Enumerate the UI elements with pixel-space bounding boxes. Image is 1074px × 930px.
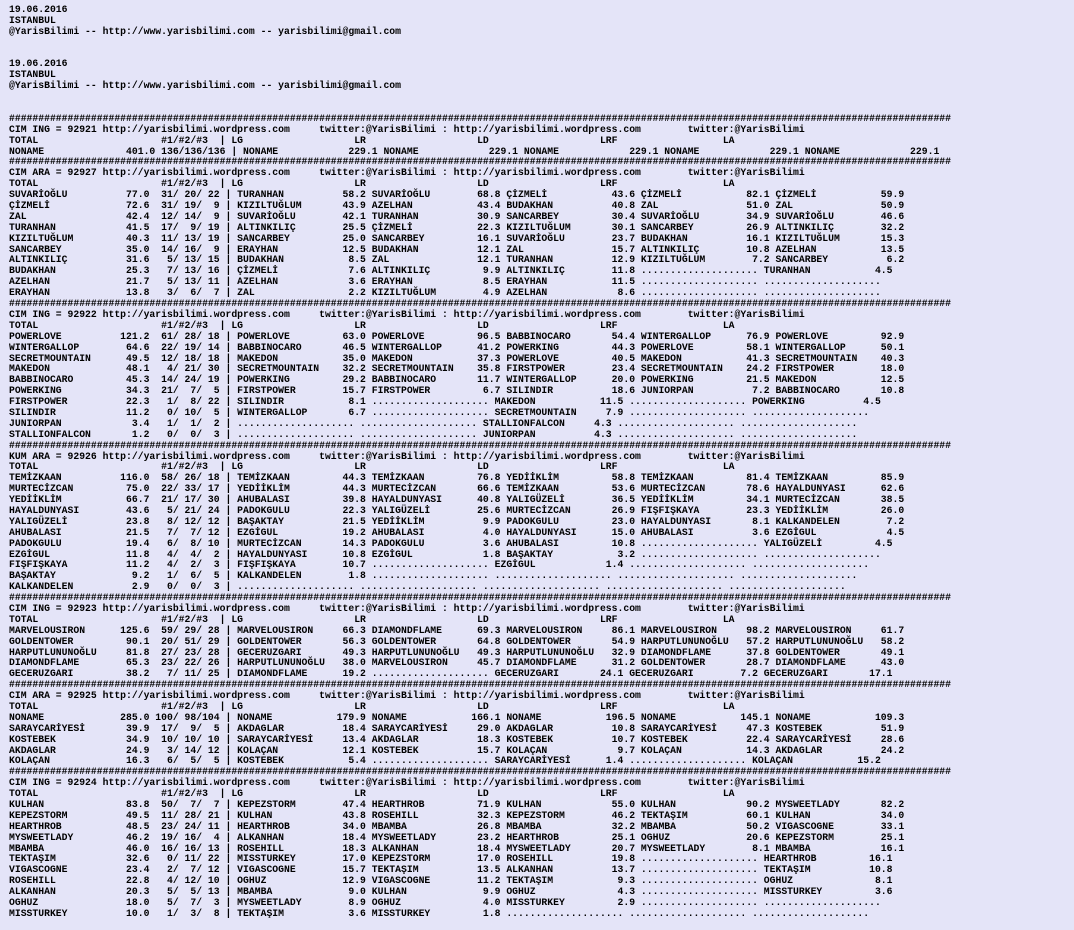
blank-line bbox=[9, 49, 1071, 60]
report-line: ISTANBUL bbox=[9, 69, 56, 81]
report-line: MURTECİZCAN 75.0 22/ 33/ 17 | YEDİİKLİM 44.3 MURTECİZCAN 66.6 TEMİZKAAN 53.6 MURTECİZCAN 78.6 HAYALDUNYASI 62.6 bbox=[9, 483, 905, 495]
report-line: EZGİGUL 11.8 4/ 4/ 2 | HAYALDUNYASI 10.8 EZGİGUL 1.8 BAŞAKTAY 3.2 .................... .................... bbox=[9, 548, 881, 560]
blank-line bbox=[9, 38, 1071, 49]
report-line: GECERUZGARI 38.2 7/ 11/ 25 | DIAMONDFLAME 19.2 .................... GECERUZGARI 24.1 GECERUZGARI 7.2 GECERUZGARI 17.1 bbox=[9, 668, 893, 680]
report-line: MAKEDON 48.1 4/ 21/ 30 | SECRETMOUNTAIN 32.2 SECRETMOUNTAIN 35.8 FIRSTPOWER 23.4 SECRETMOUNTAIN 24.2 FIRSTPOWER 18.0 bbox=[9, 363, 905, 375]
report-line: BUDAKHAN 25.3 7/ 13/ 16 | ÇİZMELİ 7.6 ALTINKILIÇ 9.9 ALTINKILIÇ 11.8 .................... TURANHAN 4.5 bbox=[9, 265, 893, 277]
report-line: ROSEHILL 22.8 4/ 12/ 10 | OGHUZ 12.9 VIGASCOGNE 11.2 TEKTAŞIM 9.3 .................... OGHUZ 8.1 bbox=[9, 875, 893, 887]
race-header-line: KUM ARA = 92926 http://yarisbilimi.wordpress.com twitter:@YarisBilimi : http://yarisbilimi.wordpress.com twitter:@YarisBilimi bbox=[9, 450, 805, 462]
separator-line: ################################################################################################################################################################# bbox=[9, 112, 952, 124]
report-line: ERAYHAN 13.8 3/ 6/ 7 | ZAL 2.2 KIZILTUĞLUM 4.9 AZELHAN 8.6 .................... .................... bbox=[9, 287, 881, 299]
report-line: ISTANBUL bbox=[9, 14, 56, 26]
report-line: JUNIORPAN 3.4 1/ 1/ 2 | .................... .................... STALLIONFALCON 4.3 .................... .................... bbox=[9, 417, 858, 429]
report-line: SILINDIR 11.2 0/ 10/ 5 | WINTERGALLOP 6.7 .................... SECRETMOUNTAIN 7.9 .................... .................... bbox=[9, 406, 870, 418]
report-line: 19.06.2016 bbox=[9, 58, 68, 70]
report-line: GOLDENTOWER 90.1 20/ 51/ 29 | GOLDENTOWER 56.3 GOLDENTOWER 64.8 GOLDENTOWER 54.9 HARPUTLUNUNOĞLU 57.2 HARPUTLUNUNOĞLU 58.2 bbox=[9, 635, 905, 647]
report-line: VIGASCOGNE 23.4 2/ 7/ 12 | VIGASCOGNE 15.7 TEKTAŞIM 13.5 ALKANHAN 13.7 .................... TEKTAŞIM 10.8 bbox=[9, 864, 893, 876]
report-line: ZAL 42.4 12/ 14/ 9 | SUVARİOĞLU 42.1 TURANHAN 30.9 SANCARBEY 30.4 SUVARİOĞLU 34.9 SUVARİOĞLU 46.6 bbox=[9, 210, 905, 222]
report-line: SECRETMOUNTAIN 49.5 12/ 18/ 18 | MAKEDON 35.0 MAKEDON 37.3 POWERLOVE 40.5 MAKEDON 41.3 SECRETMOUNTAIN 40.3 bbox=[9, 352, 905, 364]
report-line: AKDAGLAR 24.9 3/ 14/ 12 | KOLAÇAN 12.1 KOSTEBEK 15.7 KOLAÇAN 9.7 KOLAÇAN 14.3 AKDAGLAR 24.2 bbox=[9, 744, 905, 756]
report-line: AHUBALASI 21.5 7/ 7/ 12 | EZGİGUL 19.2 AHUBALASI 4.0 HAYALDUNYASI 15.0 AHUBALASI 3.6 EZGİGUL 4.5 bbox=[9, 526, 905, 538]
race-header-line: CIM ING = 92923 http://yarisbilimi.wordpress.com twitter:@YarisBilimi : http://yarisbilimi.wordpress.com twitter:@YarisBilimi bbox=[9, 602, 805, 614]
report-line: POWERKING 34.3 21/ 7/ 5 | FIRSTPOWER 15.7 FIRSTPOWER 6.7 SILINDIR 18.6 JUNIORPAN 7.2 BABBINOCARO 10.8 bbox=[9, 385, 905, 397]
separator-line: ################################################################################################################################################################# bbox=[9, 439, 952, 451]
separator-line: ################################################################################################################################################################# bbox=[9, 679, 952, 691]
report-line: POWERLOVE 121.2 61/ 28/ 18 | POWERLOVE 63.0 POWERLOVE 96.5 BABBINOCARO 54.4 WINTERGALLOP 76.9 POWERLOVE 92.9 bbox=[9, 330, 905, 342]
report-line: FIRSTPOWER 22.3 1/ 8/ 22 | SILINDIR 8.1 .................... MAKEDON 11.5 .................... POWERKING 4.5 bbox=[9, 396, 881, 408]
report-line: HAYALDUNYASI 43.6 5/ 21/ 24 | PADOKGULU 22.3 YALIGÜZELİ 25.6 MURTECİZCAN 26.9 FIŞFIŞKAYA 23.3 YEDİİKLİM 26.0 bbox=[9, 504, 905, 516]
race-header-line: CIM ING = 92924 http://yarisbilimi.wordpress.com twitter:@YarisBilimi : http://yarisbilimi.wordpress.com twitter:@YarisBilimi bbox=[9, 777, 805, 789]
race-header-line: CIM ARA = 92927 http://yarisbilimi.wordpress.com twitter:@YarisBilimi : http://yarisbilimi.wordpress.com twitter:@YarisBilimi bbox=[9, 167, 805, 179]
column-header-line: TOTAL #1/#2/#3 | LG LR LD LRF LA bbox=[9, 178, 735, 190]
report-line: ALKANHAN 20.3 5/ 5/ 13 | MBAMBA 9.0 KULHAN 9.9 OGHUZ 4.3 .................... MISSTURKEY 3.6 bbox=[9, 886, 893, 898]
report-line: YEDİİKLİM 66.7 21/ 17/ 30 | AHUBALASI 39.8 HAYALDUNYASI 40.8 YALIGÜZELİ 36.5 YEDİİKLİM 34.1 MURTECİZCAN 38.5 bbox=[9, 494, 905, 506]
report-line: 19.06.2016 bbox=[9, 5, 68, 15]
report-line: BABBINOCARO 45.3 14/ 24/ 19 | POWERKING 29.2 BABBINOCARO 11.7 WINTERGALLOP 20.0 POWERKING 21.5 MAKEDON 12.5 bbox=[9, 374, 905, 386]
report-line: KEPEZSTORM 49.5 11/ 28/ 21 | KULHAN 43.8 ROSEHILL 32.3 KEPEZSTORM 46.2 TEKTAŞIM 60.1 KULHAN 34.0 bbox=[9, 809, 905, 821]
column-header-line: TOTAL #1/#2/#3 | LG LR LD LRF LA bbox=[9, 461, 735, 473]
report-line: DIAMONDFLAME 65.3 23/ 22/ 26 | HARPUTLUNUNOĞLU 38.0 MARVELOUSIRON 45.7 DIAMONDFLAME 31.2 GOLDENTOWER 28.7 DIAMONDFLAME 43.0 bbox=[9, 657, 905, 669]
report-line: BAŞAKTAY 9.2 1/ 6/ 5 | KALKANDELEN 1.8 .................... .................... .................... .................... bbox=[9, 570, 858, 582]
separator-line: ################################################################################################################################################################# bbox=[9, 298, 952, 310]
separator-line: ################################################################################################################################################################# bbox=[9, 592, 952, 604]
report-line: ÇİZMELİ 72.6 31/ 19/ 9 | KIZILTUĞLUM 43.9 AZELHAN 43.4 BUDAKHAN 40.8 ZAL 51.0 ZAL 50.9 bbox=[9, 200, 905, 212]
race-header-line: CIM ARA = 92925 http://yarisbilimi.wordpress.com twitter:@YarisBilimi : http://yarisbilimi.wordpress.com twitter:@YarisBilimi bbox=[9, 690, 805, 702]
report-line: STALLIONFALCON 1.2 0/ 0/ 3 | .................... .................... JUNIORPAN 4.3 .................... .................... bbox=[9, 428, 858, 440]
report-line: @YarisBilimi -- http://www.yarisbilimi.com -- yarisbilimi@gmail.com bbox=[9, 25, 402, 37]
report-line: OGHUZ 18.0 5/ 7/ 3 | MYSWEETLADY 8.9 OGHUZ 4.0 MISSTURKEY 2.9 .................... .................... bbox=[9, 897, 881, 909]
report-line: NONAME 285.0 100/ 98/104 | NONAME 179.9 NONAME 166.1 NONAME 196.5 NONAME 145.1 NONAME 109.3 bbox=[9, 711, 905, 723]
race-header-line: CIM ING = 92922 http://yarisbilimi.wordpress.com twitter:@YarisBilimi : http://yarisbilimi.wordpress.com twitter:@YarisBilimi bbox=[9, 308, 805, 320]
report-line: KULHAN 83.8 50/ 7/ 7 | KEPEZSTORM 47.4 HEARTHROB 71.9 KULHAN 55.0 KULHAN 90.2 MYSWEETLADY 82.2 bbox=[9, 799, 905, 811]
column-header-line: TOTAL #1/#2/#3 | LG LR LD LRF LA bbox=[9, 613, 735, 625]
separator-line: ################################################################################################################################################################# bbox=[9, 766, 952, 778]
race-report-document bbox=[9, 5, 1071, 920]
report-line: ALTINKILIÇ 31.6 5/ 13/ 15 | BUDAKHAN 8.5 ZAL 12.1 TURANHAN 12.9 KIZILTUĞLUM 7.2 SANCARBEY 6.2 bbox=[9, 254, 905, 266]
report-line: KIZILTUĞLUM 40.3 11/ 13/ 19 | SANCARBEY 25.0 SANCARBEY 16.1 SUVARİOĞLU 23.7 BUDAKHAN 16.1 KIZILTUĞLUM 15.3 bbox=[9, 232, 905, 244]
column-header-line: TOTAL #1/#2/#3 | LG LR LD LRF LA bbox=[9, 134, 735, 146]
report-line: KOSTEBEK 34.9 10/ 10/ 10 | SARAYCARİYESİ 13.4 AKDAGLAR 18.3 KOSTEBEK 10.7 KOSTEBEK 22.4 SARAYCARİYESİ 28.6 bbox=[9, 733, 905, 745]
race-header-line: CIM ING = 92921 http://yarisbilimi.wordpress.com twitter:@YarisBilimi : http://yarisbilimi.wordpress.com twitter:@YarisBilimi bbox=[9, 123, 805, 135]
report-line: MYSWEETLADY 46.2 19/ 16/ 4 | ALKANHAN 18.4 MYSWEETLADY 23.2 HEARTHROB 25.1 OGHUZ 20.6 KEPEZSTORM 25.1 bbox=[9, 831, 905, 843]
report-line: SARAYCARİYESİ 39.9 17/ 9/ 5 | AKDAGLAR 18.4 SARAYCARİYESİ 29.0 AKDAGLAR 10.8 SARAYCARİYESİ 47.3 KOSTEBEK 51.9 bbox=[9, 722, 905, 734]
report-line: SANCARBEY 35.0 14/ 16/ 9 | ERAYHAN 12.5 BUDAKHAN 12.1 ZAL 15.7 ALTINKILIÇ 10.8 AZELHAN 13.5 bbox=[9, 243, 905, 255]
report-line: @YarisBilimi -- http://www.yarisbilimi.com -- yarisbilimi@gmail.com bbox=[9, 80, 402, 92]
report-line: MBAMBA 46.0 16/ 16/ 13 | ROSEHILL 18.3 ALKANHAN 18.4 MYSWEETLADY 20.7 MYSWEETLADY 8.1 MBAMBA 16.1 bbox=[9, 842, 905, 854]
report-line: AZELHAN 21.7 5/ 13/ 11 | AZELHAN 3.6 ERAYHAN 8.5 ERAYHAN 11.5 .................... .................... bbox=[9, 276, 881, 288]
report-line: MARVELOUSIRON 125.6 59/ 29/ 28 | MARVELOUSIRON 66.3 DIAMONDFLAME 69.3 MARVELOUSIRON 86.1 MARVELOUSIRON 98.2 MARVELOUSIRON 61.7 bbox=[9, 624, 905, 636]
report-line: FIŞFIŞKAYA 11.2 4/ 2/ 3 | FIŞFIŞKAYA 10.7 .................... EZGİGUL 1.4 .................... .................... bbox=[9, 559, 870, 571]
blank-line bbox=[9, 92, 1071, 103]
report-line: TEMİZKAAN 116.0 58/ 26/ 18 | TEMİZKAAN 44.3 TEMİZKAAN 76.8 YEDİİKLİM 58.8 TEMİZKAAN 81.4 TEMİZKAAN 85.9 bbox=[9, 472, 905, 484]
report-line: TEKTAŞIM 32.6 0/ 11/ 22 | MISSTURKEY 17.0 KEPEZSTORM 17.0 ROSEHILL 19.8 .................... HEARTHROB 16.1 bbox=[9, 853, 893, 865]
report-line: SUVARİOĞLU 77.0 31/ 20/ 22 | TURANHAN 58.2 SUVARİOĞLU 68.8 ÇİZMELİ 43.6 ÇİZMELİ 82.1 ÇİZMELİ 59.9 bbox=[9, 189, 905, 201]
report-line: HARPUTLUNUNOĞLU 81.8 27/ 23/ 28 | GECERUZGARI 49.3 HARPUTLUNUNOĞLU 49.3 HARPUTLUNUNOĞLU 32.9 DIAMONDFLAME 37.8 GOLDENTOWER 49.1 bbox=[9, 646, 905, 658]
report-line: MISSTURKEY 10.0 1/ 3/ 8 | TEKTAŞIM 3.6 MISSTURKEY 1.8 .................... .................... .................... bbox=[9, 907, 870, 919]
report-line: PADOKGULU 19.4 6/ 8/ 10 | MURTECİZCAN 14.3 PADOKGULU 3.6 AHUBALASI 10.8 .................... YALIGÜZELİ 4.5 bbox=[9, 537, 893, 549]
separator-line: ################################################################################################################################################################# bbox=[9, 156, 952, 168]
report-line: YALIGÜZELİ 23.8 8/ 12/ 12 | BAŞAKTAY 21.5 YEDİİKLİM 9.9 PADOKGULU 23.0 HAYALDUNYASI 8.1 KALKANDELEN 7.2 bbox=[9, 515, 905, 527]
report-line: HEARTHROB 48.5 23/ 24/ 11 | HEARTHROB 34.0 MBAMBA 26.8 MBAMBA 32.2 MBAMBA 50.2 VIGASCOGNE 33.1 bbox=[9, 820, 905, 832]
column-header-line: TOTAL #1/#2/#3 | LG LR LD LRF LA bbox=[9, 788, 735, 800]
report-line: NONAME 401.0 136/136/136 | NONAME 229.1 NONAME 229.1 NONAME 229.1 NONAME 229.1 NONAME 229.1 bbox=[9, 145, 940, 157]
column-header-line: TOTAL #1/#2/#3 | LG LR LD LRF LA bbox=[9, 701, 735, 712]
report-line: KOLAÇAN 16.3 6/ 5/ 5 | KOSTEBEK 5.4 .................... SARAYCARİYESİ 1.4 .................... KOLAÇAN 15.2 bbox=[9, 755, 881, 767]
report-line: WINTERGALLOP 64.6 22/ 19/ 14 | BABBINOCARO 46.5 WINTERGALLOP 41.2 POWERKING 44.3 POWERLOVE 58.1 WINTERGALLOP 50.1 bbox=[9, 341, 905, 353]
report-line: TURANHAN 41.5 17/ 9/ 19 | ALTINKILIÇ 25.5 ÇİZMELİ 22.3 KIZILTUĞLUM 30.1 SANCARBEY 26.9 ALTINKILIÇ 32.2 bbox=[9, 221, 905, 233]
column-header-line: TOTAL #1/#2/#3 | LG LR LD LRF LA bbox=[9, 319, 735, 331]
report-line: KALKANDELEN 2.9 0/ 0/ 3 | .................... .................... .................... .................... .................... bbox=[9, 581, 846, 593]
